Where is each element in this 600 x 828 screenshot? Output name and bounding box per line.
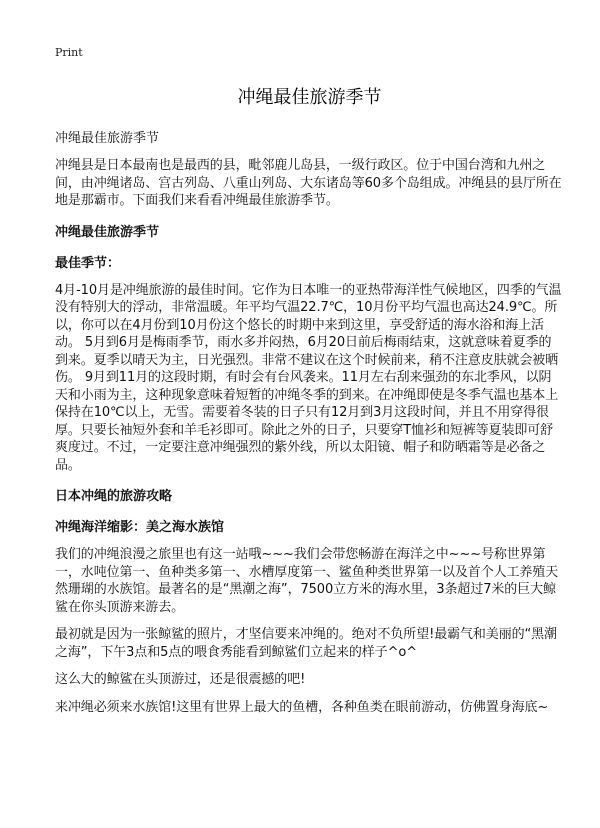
aquarium-heading: 冲绳海洋缩影：美之海水族馆 [55,520,225,535]
intro-paragraph: 冲绳县是日本最南也是最西的县，毗邻鹿儿岛县，一级行政区。位于中国台湾和九州之间，由冲绳诸岛、宫古列岛、八重山列岛、大东诸岛等60多个岛组成。冲绳县的县厅所在地是那霸市。下面我们来看看冲绳最佳旅游季节。 [55,158,562,208]
page-title: 冲绳最佳旅游季节 [237,87,382,108]
aquarium-paragraph-3: 这么大的鲸鲨在头顶游过，还是很震撼的吧! [55,672,306,687]
aquarium-paragraph-1: 我们的冲绳浪漫之旅里也有这一站哦~~~我们会带您畅游在海洋之中~~~号称世界第一，水吨位第一、鱼种类多第一、水槽厚度第一、鲨鱼种类世界第一以及首个人工养殖天然珊瑚的水族馆。最著名的是“黑潮之海”，7500立方米的海水里，3条超过7米的巨大鲸鲨在你头顶游来游去。 [55,547,559,615]
section-heading-best-season: 冲绳最佳旅游季节 [55,224,160,240]
subtitle: 冲绳最佳旅游季节 [55,131,160,146]
best-season-paragraph: 4月-10月是冲绳旅游的最佳时间。它作为日本唯一的亚热带海洋性气候地区，四季的气温没有特别大的浮动，非常温暖。年平均气温22.7℃，10月份平均气温也高达24.9℃。所以，你可以在4月份到10月份这个悠长的时期中来到这里，享受舒适的海水浴和海上活动。 5月到6月是梅雨季节，雨水多并闷热，6月20日前后梅雨结束，这就意味着夏季的到来。夏季以晴天为主，日光强烈。非常不建议在这个时候前来，稍不注意皮肤就会被晒伤。 9月到11月的这段时期，有时会有台风袭来。11月左右刮来强劲的东北季风，以阴天和小雨为主，这种现象意味着短暂的冲绳冬季的到来。在冲绳即使是冬季气温也基本上保持在10℃以上，无雪。需要着冬装的日子只有12月到3月这段时间，并且不用穿得很厚。只要长袖短外套和羊毛衫即可。除此之外的日子，只要穿T恤衫和短裤等夏装即可舒爽度过。不过，一定要注意冲绳强烈的紫外线，所以太阳镜、帽子和防晒霜等是必备之品。 [55,282,562,473]
aquarium-paragraph-4: 来冲绳必须来水族馆!这里有世界上最大的鱼槽，各种鱼类在眼前游动，仿佛置身海底~ [55,699,549,715]
best-season-heading: 最佳季节： [55,255,121,271]
aquarium-paragraph-2: 最初就是因为一张鲸鲨的照片，才坚信要来冲绳的。绝对不负所望!最霸气和美丽的“黑潮之海”，下午3点和5点的喂食秀能看到鲸鲨们立起来的样子^o^ [55,627,557,660]
section-heading-travel-guide: 日本冲绳的旅游攻略 [55,489,173,504]
print-link[interactable]: Print [55,46,83,59]
